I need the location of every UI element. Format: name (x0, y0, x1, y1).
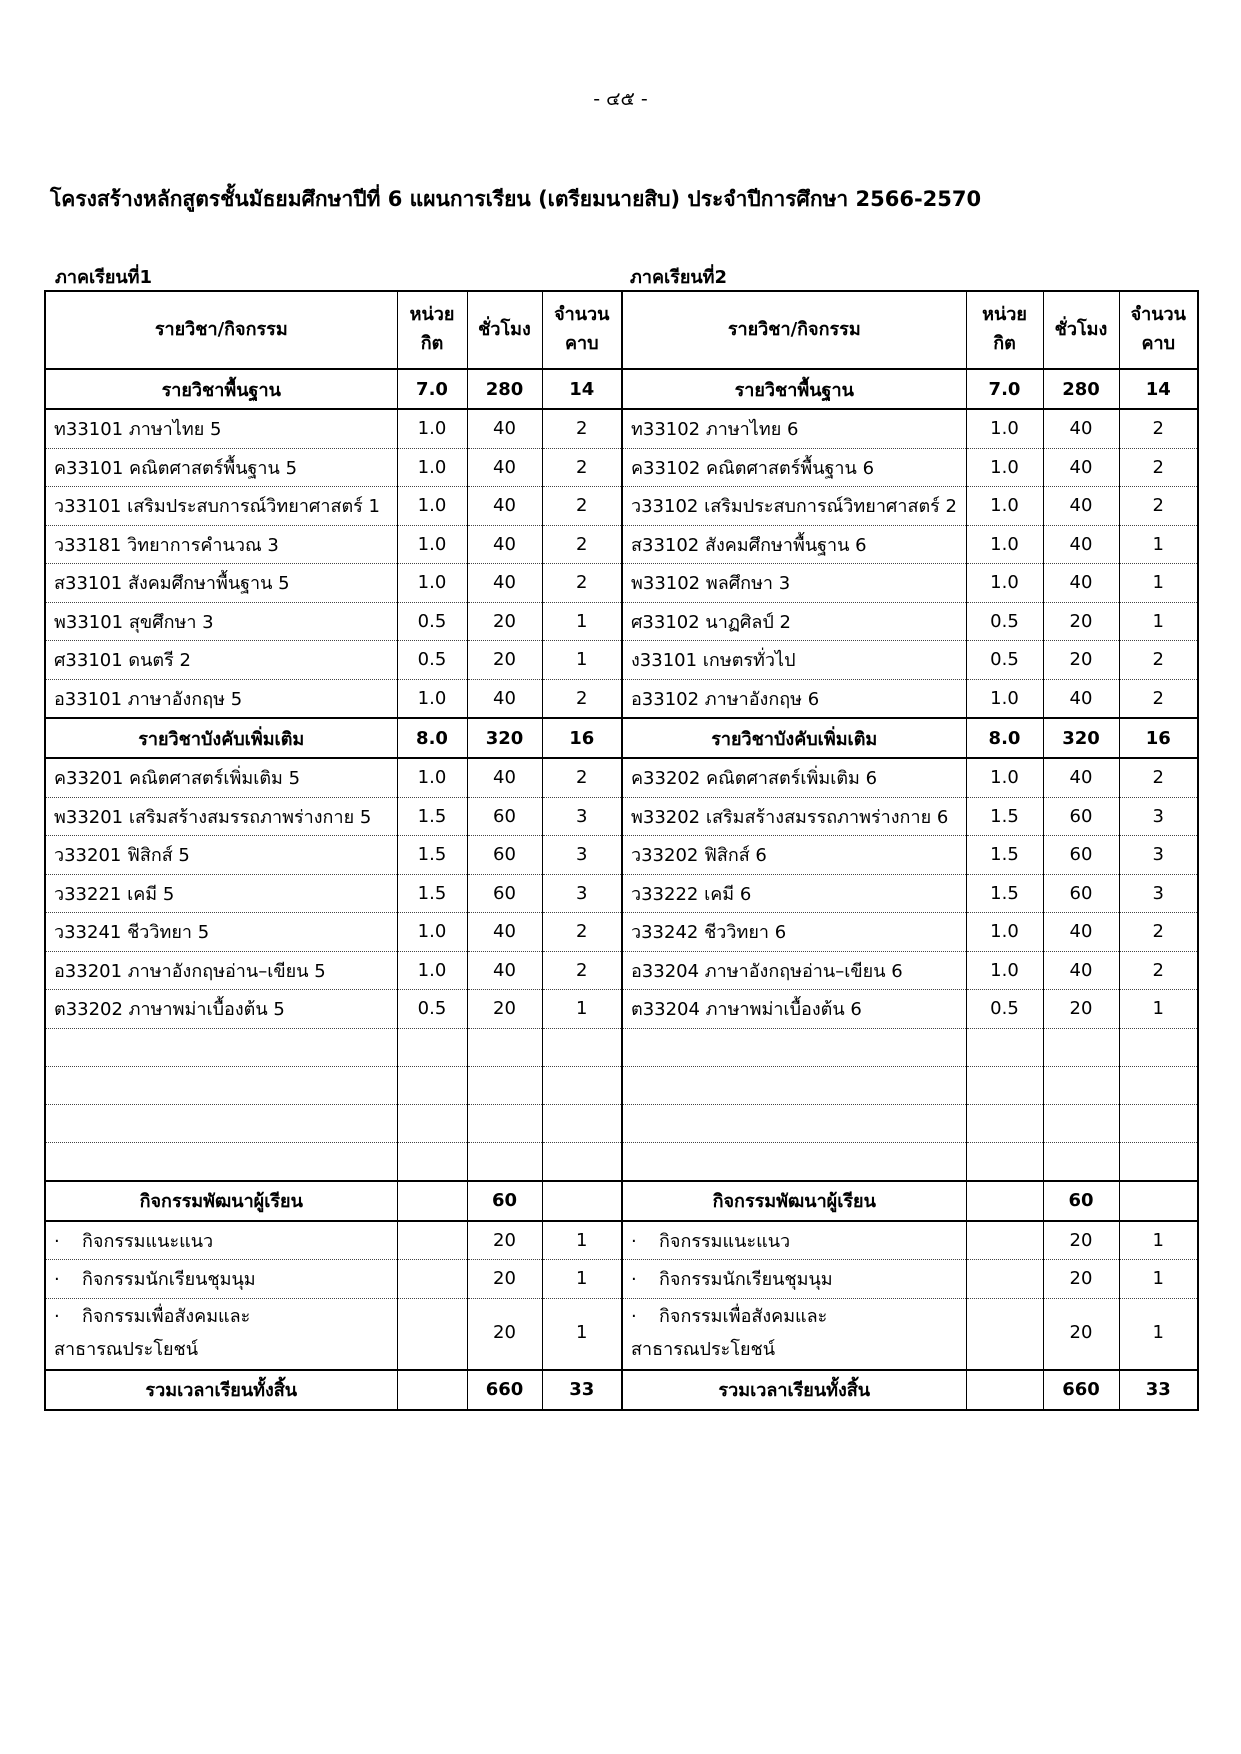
activity-credit (966, 1260, 1043, 1299)
subject-periods: 2 (542, 758, 622, 797)
section-credit (397, 1181, 467, 1221)
subject-periods: 2 (1119, 487, 1198, 526)
activity-name (622, 1260, 966, 1299)
subject-hours: 40 (467, 758, 542, 797)
subject-name: ว33222 เคมี 6 (622, 874, 966, 913)
subject-credit: 1.0 (397, 525, 467, 564)
curriculum-table (44, 290, 1199, 1411)
page-number: - ๔๕ - (593, 88, 648, 110)
subject-periods: 2 (1119, 641, 1198, 680)
subject-hours: 60 (467, 874, 542, 913)
empty-cell (1043, 1066, 1119, 1104)
empty-cell (1119, 1028, 1198, 1066)
header-subject: รายวิชา/กิจกรรม (622, 291, 966, 369)
subject-name: ศ33101 ดนตรี 2 (45, 641, 397, 680)
subject-periods: 2 (542, 525, 622, 564)
subject-credit: 1.5 (966, 797, 1043, 836)
section-hours: 280 (1043, 369, 1119, 409)
subject-hours: 40 (467, 409, 542, 448)
subject-credit: 1.0 (966, 951, 1043, 990)
subject-name: พ33202 เสริมสร้างสมรรถภาพร่างกาย 6 (622, 797, 966, 836)
empty-cell (542, 1142, 622, 1181)
subject-name: ต33204 ภาษาพม่าเบื้องต้น 6 (622, 990, 966, 1029)
activity-row (45, 1221, 1198, 1260)
activity-periods: 1 (542, 1260, 622, 1299)
subject-name: ว33221 เคมี 5 (45, 874, 397, 913)
subject-periods: 3 (542, 797, 622, 836)
subject-credit: 1.5 (966, 874, 1043, 913)
subject-hours: 40 (1043, 913, 1119, 952)
subject-hours: 20 (1043, 990, 1119, 1029)
subject-hours: 40 (1043, 409, 1119, 448)
subject-credit: 1.0 (397, 913, 467, 952)
subject-periods: 2 (542, 951, 622, 990)
empty-cell (542, 1028, 622, 1066)
empty-cell (45, 1028, 397, 1066)
activity-name-text: กิจกรรมนักเรียนชุมนุม (82, 1269, 256, 1291)
activity-hours: 20 (1043, 1221, 1119, 1260)
subject-hours: 40 (467, 525, 542, 564)
header-credit: หน่วย กิต (966, 291, 1043, 369)
header-periods: จำนวน คาบ (542, 291, 622, 369)
subject-periods: 1 (1119, 602, 1198, 641)
subject-hours: 60 (1043, 836, 1119, 875)
empty-cell (467, 1142, 542, 1181)
activity-periods: 1 (1119, 1298, 1198, 1370)
basic-section-row (45, 369, 1198, 409)
activity-name (45, 1221, 397, 1260)
section-credit: 8.0 (966, 718, 1043, 758)
subject-hours: 40 (1043, 679, 1119, 718)
empty-cell (45, 1104, 397, 1142)
section-hours: 320 (467, 718, 542, 758)
table-row (45, 679, 1198, 718)
total-hours: 660 (1043, 1370, 1119, 1410)
subject-periods: 1 (542, 602, 622, 641)
table-row (45, 448, 1198, 487)
subject-periods: 2 (1119, 758, 1198, 797)
activity-hours: 20 (467, 1221, 542, 1260)
subject-credit: 0.5 (966, 990, 1043, 1029)
subject-credit: 1.0 (397, 409, 467, 448)
subject-periods: 1 (1119, 990, 1198, 1029)
table-row (45, 525, 1198, 564)
table-header-row (45, 291, 1198, 369)
activity-credit (966, 1298, 1043, 1370)
empty-cell (45, 1066, 397, 1104)
empty-cell (622, 1028, 966, 1066)
subject-hours: 60 (1043, 797, 1119, 836)
subject-hours: 20 (467, 641, 542, 680)
subject-periods: 2 (542, 679, 622, 718)
subject-credit: 1.0 (966, 679, 1043, 718)
subject-periods: 3 (542, 874, 622, 913)
subject-name: ว33181 วิทยาการคำนวณ 3 (45, 525, 397, 564)
table-row (45, 990, 1198, 1029)
activity-name-text: กิจกรรมแนะแนว (659, 1230, 791, 1252)
subject-hours: 60 (1043, 874, 1119, 913)
header-credit: หน่วย กิต (397, 291, 467, 369)
section-credit (966, 1181, 1043, 1221)
subject-name: ค33202 คณิตศาสตร์เพิ่มเติม 6 (622, 758, 966, 797)
table-row (45, 564, 1198, 603)
subject-hours: 60 (467, 836, 542, 875)
section-label: รายวิชาบังคับเพิ่มเติม (45, 718, 397, 758)
subject-credit: 0.5 (397, 990, 467, 1029)
subject-periods: 3 (1119, 874, 1198, 913)
section-credit: 7.0 (397, 369, 467, 409)
subject-name: พ33101 สุขศึกษา 3 (45, 602, 397, 641)
subject-credit: 1.0 (966, 448, 1043, 487)
total-periods: 33 (542, 1370, 622, 1410)
activity-name (622, 1298, 966, 1370)
subject-credit: 1.0 (397, 564, 467, 603)
empty-row (45, 1142, 1198, 1181)
empty-row (45, 1066, 1198, 1104)
empty-cell (397, 1142, 467, 1181)
subject-credit: 0.5 (966, 602, 1043, 641)
empty-cell (467, 1104, 542, 1142)
activity-name-text: กิจกรรมเพื่อสังคมและ (82, 1306, 251, 1328)
subject-name: ท33101 ภาษาไทย 5 (45, 409, 397, 448)
activity-name-line2: สาธารณประโยชน์ (631, 1338, 776, 1360)
activity-name-line2: สาธารณประโยชน์ (54, 1338, 199, 1360)
empty-cell (45, 1142, 397, 1181)
section-credit: 8.0 (397, 718, 467, 758)
subject-credit: 1.5 (397, 836, 467, 875)
header-hours: ชั่วโมง (1043, 291, 1119, 369)
activity-credit (397, 1260, 467, 1299)
total-label: รวมเวลาเรียนทั้งสิ้น (45, 1370, 397, 1410)
bullet-icon: · (54, 1269, 60, 1291)
subject-credit: 0.5 (397, 641, 467, 680)
empty-cell (397, 1066, 467, 1104)
subject-name: ว33242 ชีววิทยา 6 (622, 913, 966, 952)
empty-cell (1043, 1142, 1119, 1181)
subject-credit: 0.5 (966, 641, 1043, 680)
subject-credit: 1.5 (397, 797, 467, 836)
bullet-icon: · (54, 1306, 60, 1328)
activity-name (622, 1221, 966, 1260)
activity-credit (397, 1298, 467, 1370)
empty-cell (467, 1066, 542, 1104)
section-periods: 16 (542, 718, 622, 758)
subject-credit: 1.0 (966, 409, 1043, 448)
subject-hours: 20 (467, 602, 542, 641)
empty-row (45, 1104, 1198, 1142)
subject-name: ว33201 ฟิสิกส์ 5 (45, 836, 397, 875)
subject-credit: 1.0 (397, 951, 467, 990)
subject-hours: 40 (1043, 448, 1119, 487)
subject-credit: 1.5 (397, 874, 467, 913)
section-periods (542, 1181, 622, 1221)
empty-cell (1119, 1142, 1198, 1181)
empty-cell (966, 1104, 1043, 1142)
activity-periods: 1 (542, 1298, 622, 1370)
section-periods: 16 (1119, 718, 1198, 758)
subject-name: ท33102 ภาษาไทย 6 (622, 409, 966, 448)
header-subject: รายวิชา/กิจกรรม (45, 291, 397, 369)
empty-cell (397, 1028, 467, 1066)
total-row (45, 1370, 1198, 1410)
subject-credit: 1.0 (966, 564, 1043, 603)
document-title: โครงสร้างหลักสูตรชั้นมัธยมศึกษาปีที่ 6 แผนการเรียน (เตรียมนายสิบ) ประจำปีการศึกษา 2566-2570 (50, 187, 982, 211)
table-row (45, 836, 1198, 875)
subject-hours: 20 (467, 990, 542, 1029)
subject-credit: 1.0 (966, 758, 1043, 797)
subject-name: ว33202 ฟิสิกส์ 6 (622, 836, 966, 875)
subject-hours: 40 (467, 487, 542, 526)
subject-periods: 1 (1119, 525, 1198, 564)
empty-cell (622, 1104, 966, 1142)
subject-periods: 3 (1119, 797, 1198, 836)
section-hours: 280 (467, 369, 542, 409)
empty-cell (966, 1142, 1043, 1181)
subject-name: อ33101 ภาษาอังกฤษ 5 (45, 679, 397, 718)
subject-periods: 2 (542, 448, 622, 487)
table-row (45, 913, 1198, 952)
activity-row (45, 1260, 1198, 1299)
subject-name: ง33101 เกษตรทั่วไป (622, 641, 966, 680)
subject-hours: 40 (1043, 951, 1119, 990)
empty-cell (542, 1066, 622, 1104)
subject-name: ส33102 สังคมศึกษาพื้นฐาน 6 (622, 525, 966, 564)
empty-cell (622, 1142, 966, 1181)
empty-cell (467, 1028, 542, 1066)
subject-credit: 1.5 (966, 836, 1043, 875)
activity-credit (966, 1221, 1043, 1260)
activity-hours: 20 (1043, 1298, 1119, 1370)
subject-hours: 40 (1043, 525, 1119, 564)
table-row (45, 758, 1198, 797)
section-periods: 14 (1119, 369, 1198, 409)
activity-row (45, 1298, 1198, 1370)
section-hours: 60 (1043, 1181, 1119, 1221)
table-row (45, 409, 1198, 448)
subject-periods: 3 (542, 836, 622, 875)
activity-credit (397, 1221, 467, 1260)
subject-periods: 2 (542, 913, 622, 952)
header-hours: ชั่วโมง (467, 291, 542, 369)
table-row (45, 602, 1198, 641)
subject-name: ศ33102 นาฏศิลป์ 2 (622, 602, 966, 641)
section-label: กิจกรรมพัฒนาผู้เรียน (45, 1181, 397, 1221)
subject-periods: 3 (1119, 836, 1198, 875)
bullet-icon: · (54, 1230, 60, 1252)
subject-name: อ33204 ภาษาอังกฤษอ่าน–เขียน 6 (622, 951, 966, 990)
activity-hours: 20 (467, 1260, 542, 1299)
subject-hours: 60 (467, 797, 542, 836)
subject-credit: 1.0 (966, 913, 1043, 952)
term-2-label: ภาคเรียนที่2 (630, 267, 728, 288)
subject-hours: 20 (1043, 641, 1119, 680)
empty-row (45, 1028, 1198, 1066)
section-label: รายวิชาบังคับเพิ่มเติม (622, 718, 966, 758)
subject-name: พ33201 เสริมสร้างสมรรถภาพร่างกาย 5 (45, 797, 397, 836)
subject-hours: 20 (1043, 602, 1119, 641)
section-periods: 14 (542, 369, 622, 409)
section-label: รายวิชาพื้นฐาน (622, 369, 966, 409)
subject-hours: 40 (467, 564, 542, 603)
table-row (45, 641, 1198, 680)
subject-hours: 40 (467, 679, 542, 718)
empty-cell (397, 1104, 467, 1142)
subject-credit: 1.0 (397, 758, 467, 797)
total-periods: 33 (1119, 1370, 1198, 1410)
subject-name: ค33101 คณิตศาสตร์พื้นฐาน 5 (45, 448, 397, 487)
subject-periods: 1 (542, 990, 622, 1029)
empty-cell (966, 1066, 1043, 1104)
empty-cell (1119, 1104, 1198, 1142)
subject-periods: 2 (542, 409, 622, 448)
additional-section-row (45, 718, 1198, 758)
section-hours: 60 (467, 1181, 542, 1221)
subject-periods: 1 (542, 641, 622, 680)
subject-name: ว33101 เสริมประสบการณ์วิทยาศาสตร์ 1 (45, 487, 397, 526)
subject-periods: 2 (1119, 913, 1198, 952)
empty-cell (966, 1028, 1043, 1066)
subject-name: ต33202 ภาษาพม่าเบื้องต้น 5 (45, 990, 397, 1029)
subject-periods: 1 (1119, 564, 1198, 603)
subject-credit: 1.0 (966, 487, 1043, 526)
subject-periods: 2 (542, 487, 622, 526)
subject-name: ส33101 สังคมศึกษาพื้นฐาน 5 (45, 564, 397, 603)
activity-hours: 20 (1043, 1260, 1119, 1299)
subject-credit: 1.0 (397, 679, 467, 718)
subject-name: อ33102 ภาษาอังกฤษ 6 (622, 679, 966, 718)
subject-hours: 40 (1043, 564, 1119, 603)
table-row (45, 797, 1198, 836)
total-credit (397, 1370, 467, 1410)
subject-periods: 2 (1119, 409, 1198, 448)
empty-cell (1043, 1028, 1119, 1066)
section-periods (1119, 1181, 1198, 1221)
section-label: รายวิชาพื้นฐาน (45, 369, 397, 409)
subject-periods: 2 (542, 564, 622, 603)
term-1-label: ภาคเรียนที่1 (55, 267, 153, 288)
activity-periods: 1 (1119, 1260, 1198, 1299)
activity-name-text: กิจกรรมนักเรียนชุมนุม (659, 1269, 833, 1291)
section-hours: 320 (1043, 718, 1119, 758)
activity-name-text: กิจกรรมแนะแนว (82, 1230, 214, 1252)
total-credit (966, 1370, 1043, 1410)
subject-credit: 1.0 (397, 448, 467, 487)
bullet-icon: · (631, 1230, 637, 1252)
subject-hours: 40 (467, 448, 542, 487)
total-label: รวมเวลาเรียนทั้งสิ้น (622, 1370, 966, 1410)
table-row (45, 487, 1198, 526)
subject-periods: 2 (1119, 448, 1198, 487)
subject-periods: 2 (1119, 951, 1198, 990)
subject-name: พ33102 พลศึกษา 3 (622, 564, 966, 603)
subject-periods: 2 (1119, 679, 1198, 718)
activities-section-row (45, 1181, 1198, 1221)
subject-credit: 0.5 (397, 602, 467, 641)
empty-cell (1119, 1066, 1198, 1104)
subject-name: อ33201 ภาษาอังกฤษอ่าน–เขียน 5 (45, 951, 397, 990)
subject-name: ว33102 เสริมประสบการณ์วิทยาศาสตร์ 2 (622, 487, 966, 526)
subject-hours: 40 (467, 913, 542, 952)
subject-name: ว33241 ชีววิทยา 5 (45, 913, 397, 952)
activity-periods: 1 (1119, 1221, 1198, 1260)
subject-credit: 1.0 (397, 487, 467, 526)
activity-periods: 1 (542, 1221, 622, 1260)
bullet-icon: · (631, 1269, 637, 1291)
activity-name-text: กิจกรรมเพื่อสังคมและ (659, 1306, 828, 1328)
subject-credit: 1.0 (966, 525, 1043, 564)
empty-cell (622, 1066, 966, 1104)
section-label: กิจกรรมพัฒนาผู้เรียน (622, 1181, 966, 1221)
subject-hours: 40 (467, 951, 542, 990)
section-credit: 7.0 (966, 369, 1043, 409)
table-row (45, 951, 1198, 990)
activity-name (45, 1260, 397, 1299)
empty-cell (542, 1104, 622, 1142)
header-periods: จำนวน คาบ (1119, 291, 1198, 369)
table-row (45, 874, 1198, 913)
subject-hours: 40 (1043, 758, 1119, 797)
activity-hours: 20 (467, 1298, 542, 1370)
total-hours: 660 (467, 1370, 542, 1410)
subject-hours: 40 (1043, 487, 1119, 526)
activity-name (45, 1298, 397, 1370)
empty-cell (1043, 1104, 1119, 1142)
bullet-icon: · (631, 1306, 637, 1328)
subject-name: ค33102 คณิตศาสตร์พื้นฐาน 6 (622, 448, 966, 487)
subject-name: ค33201 คณิตศาสตร์เพิ่มเติม 5 (45, 758, 397, 797)
